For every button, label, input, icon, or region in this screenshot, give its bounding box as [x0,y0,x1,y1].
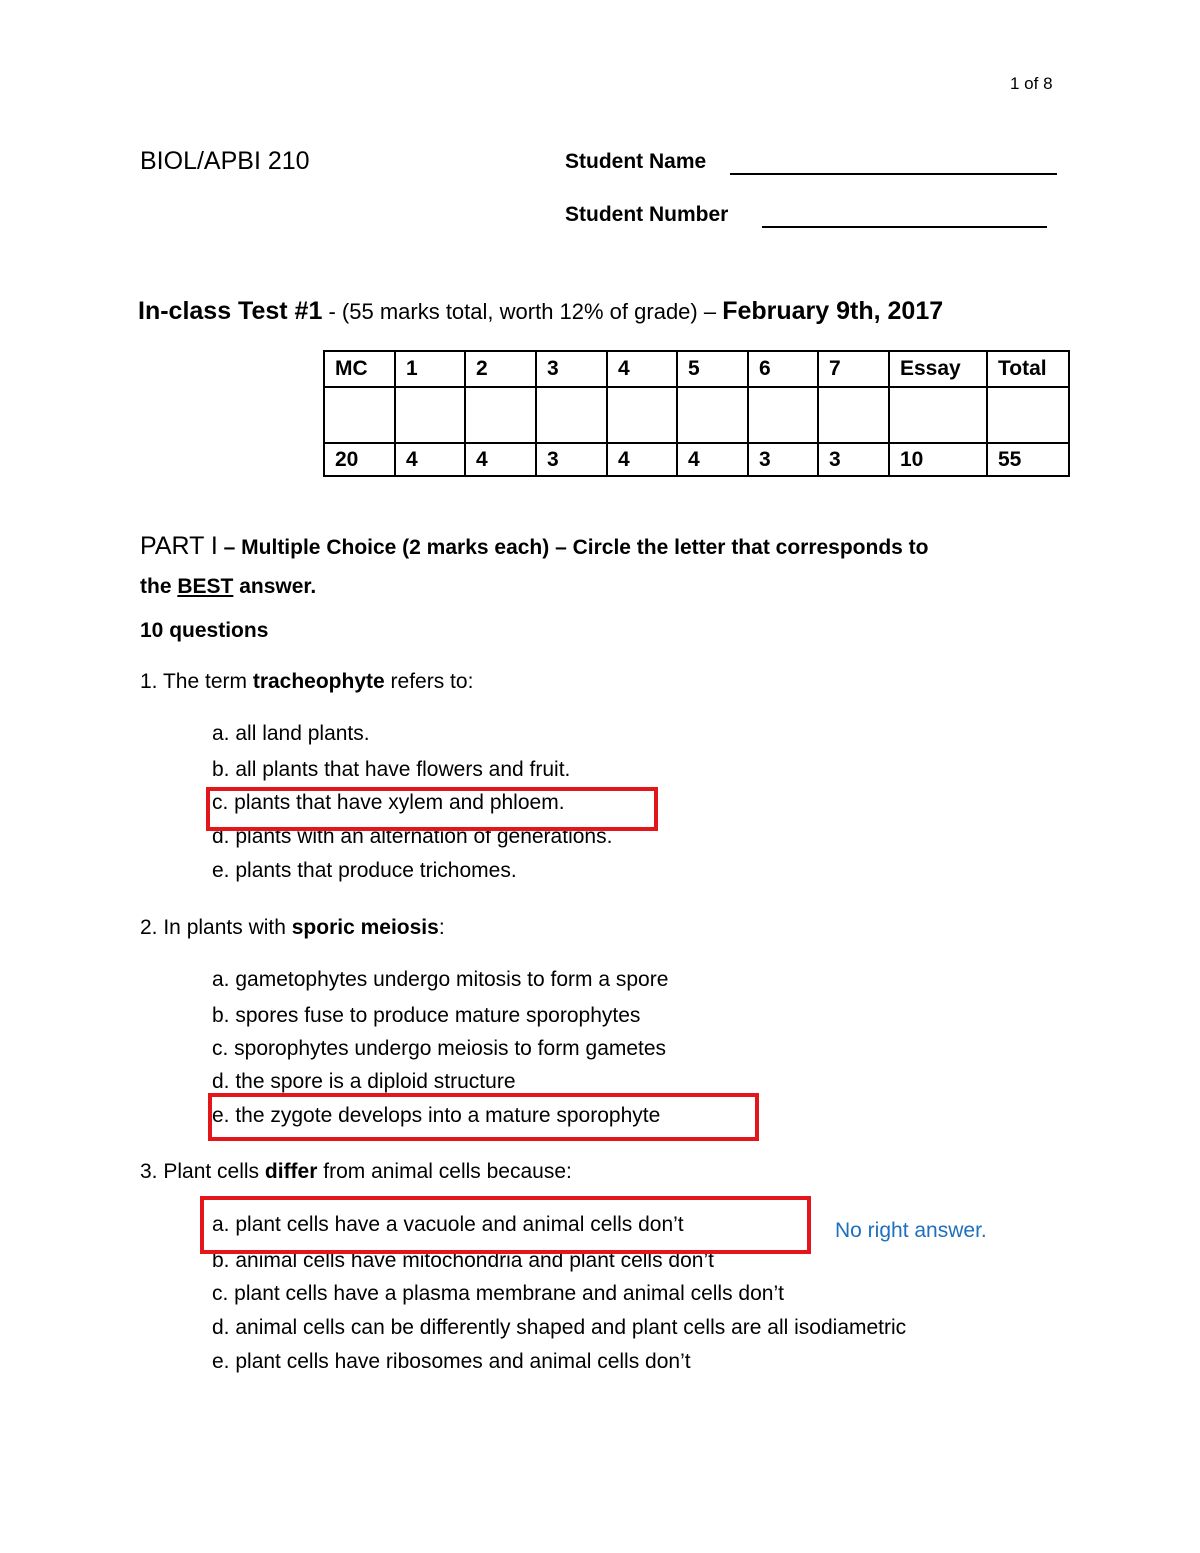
q2-stem-post: : [438,916,445,939]
marks-header-cell: 1 [395,351,465,387]
q1-option-d[interactable]: d. plants with an alternation of generations. [212,825,613,848]
marks-header-cell: 2 [465,351,536,387]
max-cell: 4 [607,443,677,476]
q3-key-term: differ [264,1160,318,1183]
score-cell-mc[interactable] [324,387,395,443]
q2-answer-highlight-box [208,1093,759,1141]
q3-stem-post: from animal cells because: [317,1160,572,1183]
max-cell: 20 [324,443,395,476]
q1-option-c[interactable]: c. plants that have xylem and phloem. [212,791,565,814]
marks-header-cell: 6 [748,351,818,387]
marks-header-row [324,351,1069,387]
q2-option-d[interactable]: d. the spore is a diploid structure [212,1070,516,1093]
marks-score-row [324,387,1069,443]
q1-stem-post: refers to: [384,670,474,693]
student-number-line[interactable] [762,226,1047,228]
q3-option-c[interactable]: c. plant cells have a plasma membrane and animal cells don’t [212,1282,784,1305]
question-count: 10 questions [140,619,269,642]
q1-key-term: tracheophyte [252,670,385,693]
q2-option-a[interactable]: a. gametophytes undergo mitosis to form a spore [212,968,669,991]
student-number-label: Student Number [565,203,729,226]
part-instruction-line1: – Multiple Choice (2 marks each) – Circle the letter that corresponds to [217,536,929,559]
q2-option-b[interactable]: b. spores fuse to produce mature sporophytes [212,1004,641,1027]
score-cell-q3[interactable] [536,387,607,443]
q3-option-b[interactable]: b. animal cells have mitochondria and plant cells don’t [212,1249,714,1272]
q1-option-a[interactable]: a. all land plants. [212,722,370,745]
q3-stem-pre: 3. Plant cells [140,1160,265,1183]
test-details: - (55 marks total, worth 12% of grade) – [322,299,723,324]
test-title [138,297,943,326]
part1-instructions [140,527,929,606]
max-cell: 55 [987,443,1069,476]
marks-header-cell: 3 [536,351,607,387]
q1-option-e[interactable]: e. plants that produce trichomes. [212,859,517,882]
marks-header-cell: MC [324,351,395,387]
page-number: 1 of 8 [1010,74,1053,93]
max-cell: 3 [536,443,607,476]
score-cell-q6[interactable] [748,387,818,443]
best-emphasis: BEST [177,575,234,598]
max-cell: 3 [818,443,889,476]
score-cell-essay[interactable] [889,387,987,443]
q2-option-e[interactable]: e. the zygote develops into a mature sporophyte [212,1104,661,1127]
course-code: BIOL/APBI 210 [140,147,310,175]
score-cell-total[interactable] [987,387,1069,443]
max-cell: 3 [748,443,818,476]
q3-answer-highlight-box [200,1196,811,1254]
marks-header-cell: 5 [677,351,748,387]
test-date: February 9th, 2017 [722,297,944,325]
student-name-label: Student Name [565,150,707,173]
q1-answer-highlight-box [206,787,658,831]
q1-stem-pre: 1. The term [140,670,253,693]
max-cell: 10 [889,443,987,476]
marks-table [323,350,1070,477]
q2-stem-pre: 2. In plants with [140,916,292,939]
marks-header-cell: Total [987,351,1069,387]
test-name: In-class Test #1 [138,297,323,325]
marks-max-row [324,443,1069,476]
question-1-stem [140,670,473,694]
marks-header-cell: Essay [889,351,987,387]
max-cell: 4 [395,443,465,476]
marks-header-cell: 4 [607,351,677,387]
q3-option-d[interactable]: d. animal cells can be differently shaped and plant cells are all isodiametric [212,1316,907,1339]
max-cell: 4 [677,443,748,476]
marks-header-cell: 7 [818,351,889,387]
q2-key-term: sporic meiosis [291,916,439,939]
score-cell-q4[interactable] [607,387,677,443]
score-cell-q5[interactable] [677,387,748,443]
max-cell: 4 [465,443,536,476]
score-cell-q1[interactable] [395,387,465,443]
question-3-stem [140,1160,572,1184]
part-instruction-post: answer. [233,575,317,598]
q3-grader-note: No right answer. [835,1219,987,1242]
q3-option-e[interactable]: e. plant cells have ribosomes and animal cells don’t [212,1350,691,1373]
q3-option-a[interactable]: a. plant cells have a vacuole and animal cells don’t [212,1213,684,1236]
q2-option-c[interactable]: c. sporophytes undergo meiosis to form gametes [212,1037,667,1060]
part-instruction-pre: the [140,575,178,598]
part-label: PART I [140,532,218,560]
question-2-stem [140,916,445,940]
q1-option-b[interactable]: b. all plants that have flowers and fruit. [212,758,571,781]
score-cell-q2[interactable] [465,387,536,443]
score-cell-q7[interactable] [818,387,889,443]
student-name-line[interactable] [730,173,1057,175]
